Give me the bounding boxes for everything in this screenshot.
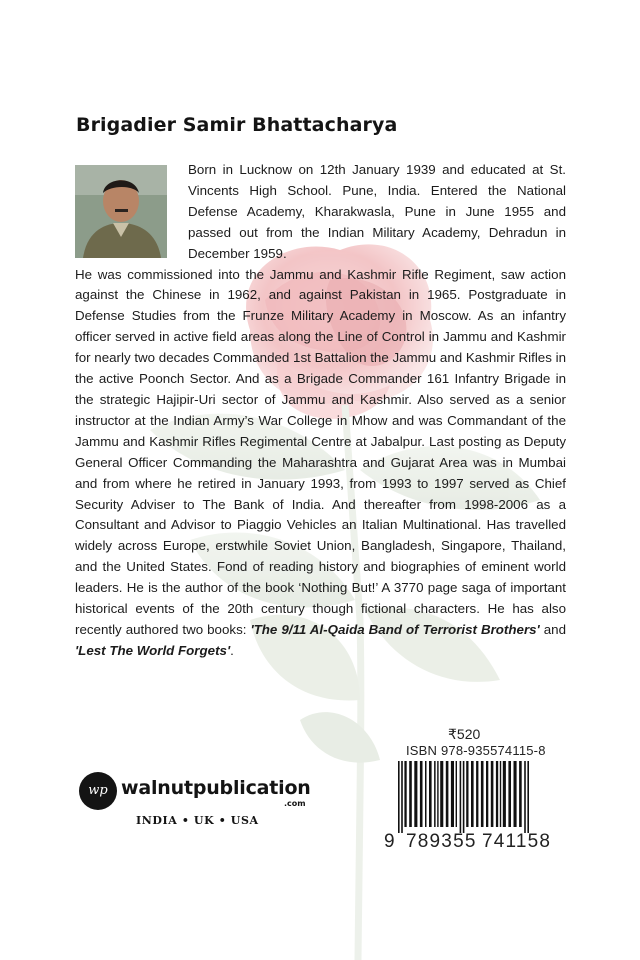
publisher-domain-suffix: .com [284,799,306,808]
isbn-barcode [384,743,558,856]
publisher-monogram-icon: wp [79,772,117,810]
barcode-bar [420,761,423,827]
barcode-bar [434,761,436,827]
isbn-digits-right: 741158 [482,831,552,852]
barcode-bar [446,761,449,827]
barcode-bar [527,761,529,833]
book-title-1: 'The 9/11 Al-Qaida Band of Terrorist Brothers' [250,621,540,637]
barcode-bar [496,761,498,827]
author-name: Brigadier Samir Bhattacharya [76,114,398,136]
bio-paragraph-2 [75,265,566,662]
isbn-digit-first: 9 [384,831,396,852]
author-biography [75,160,566,662]
barcode-bar [524,761,526,833]
barcode-bar [491,761,494,827]
barcode-bar [409,761,412,827]
barcode-bar [414,761,417,827]
barcode-bar [429,761,432,827]
bio-end: . [230,642,234,658]
barcode-bar [404,761,406,827]
barcode-bar [514,761,517,827]
photo-spacer [75,160,188,264]
bio-paragraph-2-text: He was commissioned into the Jammu and Kashmir Rifle Regiment, saw action against the Chinese in 1962, and against Pakistan in 1965. Postgraduate in Defense Studies from the Frunze Military Academy in Moscow. As an infantry officer served in active field areas along the Line of Control in Jammu and Kashmir for nearly two decades Commanded 1st Battalion the Jammu and Kashmir Rifles in the active Poonch Sector. And as a Brigade Commander 161 Infantry Brigade in the strategic Hajipir-Uri sector of Jammu and Kashmir. Also served as a senior instructor at the Indian Army’s War College in Mhow and was Commandant of the Jammu and Kashmir Rifles Regimental Centre at Jabalpur. Last posting as Deputy General Officer Commanding the Maharashtra and Gujarat Area was in Mumbai and from where he retired in January 1993, from 1993 to 1997 served as Chief Security Adviser to The Bank of India. And thereafter from 1998-2006 as a Consultant and Advisor to Piaggio Vehicles an Italian Multinational. Has travelled widely across Europe, erstwhile Soviet Union, Bangladesh, Singapore, Thailand, and the United States. Fond of reading history and biographies of eminent world leaders. He is the author of the book ‘Nothing But!’ A 3770 page saga of important historical events of the 20th century though fictional characters. He has also recently authored two books: [75,266,566,637]
barcode-bar [500,761,501,827]
barcode-bar [425,761,427,827]
bio-joiner: and [539,621,566,637]
price-label: ₹520 [448,726,481,742]
barcode-bar [486,761,488,827]
barcode-bars [384,761,558,833]
barcode-bar [466,761,468,827]
barcode-bar [456,761,457,827]
barcode-bar [503,761,506,827]
barcode-bar [398,761,400,833]
barcode-bar [463,761,465,833]
barcode-bar [460,761,462,833]
barcode-bar [519,761,522,827]
isbn-digits-left: 789355 [406,831,477,852]
barcode-bar [440,761,443,827]
barcode-bar [451,761,454,827]
barcode-bar [476,761,478,827]
publisher-regions: INDIA • UK • USA [136,814,259,827]
bio-paragraph-1: Born in Lucknow on 12th January 1939 and educated at St. Vincents High School. Pune, India. Entered the National Defense Academy, Kharakwasla, Pune in June 1955 and passed out from the Indian Military Academy, Dehradun in December 1959. [188,162,566,261]
barcode-bar [437,761,438,827]
barcode-bar [481,761,484,827]
isbn-label: ISBN 978-935574115-8 [406,743,546,758]
barcode-bar [471,761,474,827]
book-title-2: 'Lest The World Forgets' [75,642,231,658]
publisher-name: walnutpublication [121,777,311,799]
barcode-bar [508,761,511,827]
barcode-bar [401,761,403,833]
